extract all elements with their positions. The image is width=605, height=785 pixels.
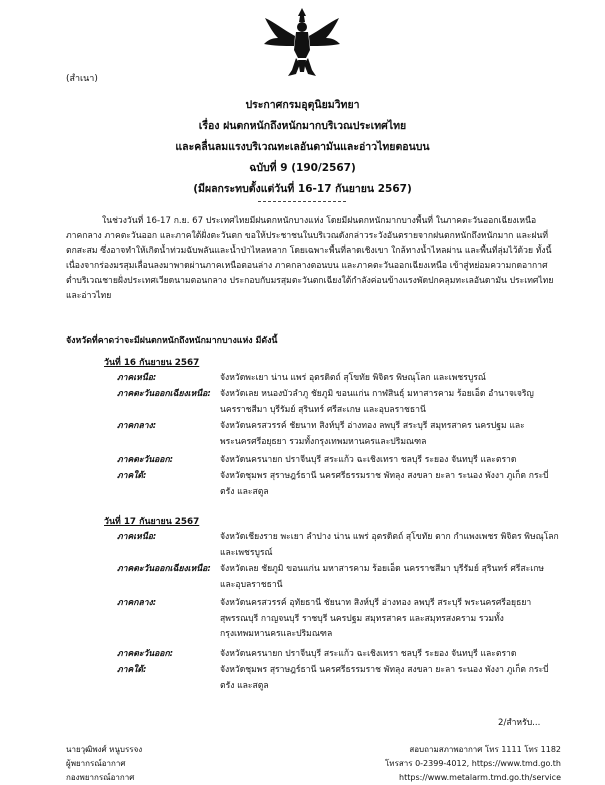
announcement-number: ฉบับที่ 9 (190/2567) [249,162,356,174]
region-label: ภาคกลาง: [117,421,157,431]
announcement-title: ประกาศกรมอุตุนิยมวิทยา [245,99,360,111]
region-provinces: จังหวัดนครสวรรค์ อุทัยธานี ชัยนาท สิงห์บุรี อ่างทอง ลพบุรี สระบุรี พระนครศรีอยุธยา สุพรรณบุรี กาญจนบุรี ราชบุรี นครปฐม สมุทรสาคร และสมุทรสงคราม รวมทั้งกรุงเทพมหานครและปริมณฑล [220,598,532,639]
signer-name: นายวุฒิพงศ์ หนูบรรจง [66,745,143,754]
garuda-emblem [262,6,342,82]
region-label: ภาคตะวันออก: [117,649,174,659]
region-label: ภาคตะวันออก: [117,455,174,465]
region-provinces: จังหวัดนครนายก ปราจีนบุรี สระแก้ว ฉะเชิงเทรา ชลบุรี ระยอง จันทบุรี และตราด [220,649,517,659]
announcement-subject: เรื่อง ฝนตกหนักถึงหนักมากบริเวณประเทศไทย [198,120,407,132]
footer-contact-block [385,743,561,785]
footer-signer-block [66,743,142,785]
region-label: ภาคใต้: [117,471,147,481]
provinces-subheading: จังหวัดที่คาดว่าจะมีฝนตกหนักถึงหนักมากบางแห่ง มีดังนี้ [66,336,278,346]
heading-divider [258,201,346,202]
day1-date: วันที่ 16 กันยายน 2567 [104,358,200,368]
region-label: ภาคตะวันออกเฉียงเหนือ: [117,564,211,574]
announcement-effective: (มีผลกระทบตั้งแต่วันที่ 16-17 กันยายน 2567) [193,183,412,195]
region-label: ภาคตะวันออกเฉียงเหนือ: [117,389,211,399]
region-provinces: จังหวัดนครนายก ปราจีนบุรี สระแก้ว ฉะเชิงเทรา ชลบุรี ระยอง จันทบุรี และตราด [220,455,517,465]
region-provinces: จังหวัดพะเยา น่าน แพร่ อุตรดิตถ์ สุโขทัย พิจิตร พิษณุโลก และเพชรบูรณ์ [220,373,486,383]
contact-fax-web[interactable]: โทรสาร 0-2399-4012, https://www.tmd.go.th [385,759,561,768]
signer-title: ผู้พยากรณ์อากาศ [66,759,126,768]
region-provinces: จังหวัดนครสวรรค์ ชัยนาท สิงห์บุรี อ่างทอง ลพบุรี สระบุรี สมุทรสาคร นครปฐม และพระนครศรีอยุธยา รวมทั้งกรุงเทพมหานครและปริมณฑล [220,421,525,447]
region-label: ภาคเหนือ: [117,532,157,542]
announcement-subject-cont: และคลื่นลมแรงบริเวณทะเลอันดามันและอ่าวไทยตอนบน [175,141,430,153]
region-provinces: จังหวัดเชียงราย พะเยา ลำปาง น่าน แพร่ อุตรดิตถ์ สุโขทัย ตาก กำแพงเพชร พิจิตร พิษณุโลก และเพชรบูรณ์ [220,532,559,558]
region-provinces: จังหวัดชุมพร สุราษฎร์ธานี นครศรีธรรมราช พัทลุง สงขลา ยะลา ระนอง พังงา ภูเก็ต กระบี่ ตรัง และสตูล [220,665,549,691]
region-label: ภาคใต้: [117,665,147,675]
region-provinces: จังหวัดชุมพร สุราษฎร์ธานี นครศรีธรรมราช พัทลุง สงขลา ยะลา ระนอง พังงา ภูเก็ต กระบี่ ตรัง และสตูล [220,471,549,497]
contact-service-link[interactable]: https://www.metalarm.tmd.go.th/service [399,773,561,782]
signer-division: กองพยากรณ์อากาศ [66,773,135,782]
region-label: ภาคกลาง: [117,598,157,608]
next-page-marker: 2/สำหรับ... [498,718,541,728]
body-paragraph: ในช่วงวันที่ 16-17 ก.ย. 67 ประเทศไทยมีฝนตกหนักบางแห่ง โดยมีฝนตกหนักมากบางพื้นที่ ในภาคตะวันออกเฉียงเหนือ ภาคกลาง ภาคตะวันออก และภาคใต้ฝั่งตะวันตก ขอให้ประชาชนในบริเวณดังกล่าวระวังอันตรายจากฝนตกหนักถึงหนักมาก และฝนที่ตกสะสม ซึ่งอาจทำให้เกิดน้ำท่วมฉับพลันและน้ำป่าไหลหลาก โดยเฉพาะพื้นที่ลาดเชิงเขา ใกล้ทางน้ำไหลผ่าน และพื้นที่ลุ่มไว้ด้วย ทั้งนี้เนื่องจากร่องมรสุมเลื่อนลงมาพาดผ่านภาคเหนือตอนล่าง ภาคกลางตอนบน และภาคตะวันออกเฉียงเหนือ เข้าสู่หย่อมความกดอากาศต่ำบริเวณชายฝั่งประเทศเวียดนามตอนกลาง ประกอบกับมรสุมตะวันตกเฉียงใต้กำลังค่อนข้างแรงพัดปกคลุมทะเลอันดามัน ประเทศไทย และอ่าวไทย [66,216,554,301]
region-provinces: จังหวัดเลย หนองบัวลำภู ชัยภูมิ ขอนแก่น กาฬสินธุ์ มหาสารคาม ร้อยเอ็ด อำนาจเจริญ นครราชสีมา บุรีรัมย์ สุรินทร์ ศรีสะเกษ และอุบลราชธานี [220,389,534,415]
region-label: ภาคเหนือ: [117,373,157,383]
contact-phone: สอบถามสภาพอากาศ โทร 1111 โทร 1182 [409,745,561,754]
copy-label: (สำเนา) [66,74,98,84]
region-provinces: จังหวัดเลย ชัยภูมิ ขอนแก่น มหาสารคาม ร้อยเอ็ด นครราชสีมา บุรีรัมย์ สุรินทร์ ศรีสะเกษ และอุบลราชธานี [220,564,545,590]
day2-date: วันที่ 17 กันยายน 2567 [104,517,200,527]
